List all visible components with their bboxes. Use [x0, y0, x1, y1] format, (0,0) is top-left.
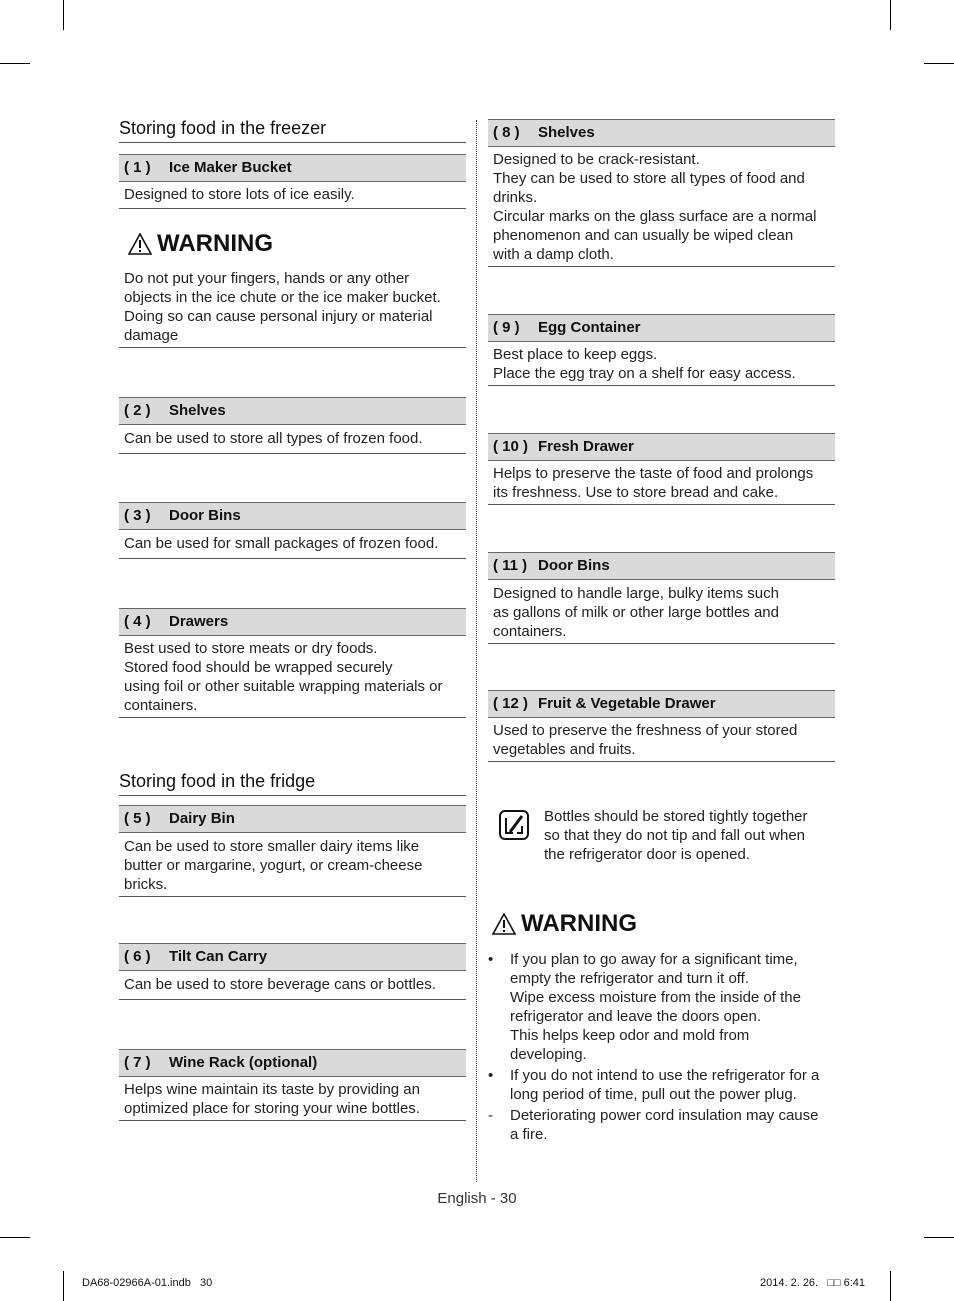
warning-title	[128, 230, 273, 258]
item-wine-rack	[119, 1049, 466, 1121]
item-text: containers.	[124, 697, 198, 714]
note-line: the refrigerator door is opened.	[544, 846, 750, 863]
warning-title-text: WARNING	[157, 230, 273, 257]
item-text: Designed to store lots of ice easily.	[124, 186, 355, 203]
item-label: Door Bins	[169, 507, 241, 524]
item-fruit-vegetable-drawer	[488, 690, 835, 762]
item-label: Wine Rack (optional)	[169, 1054, 318, 1071]
file-info: DA68-02966A-01.indb 30	[82, 1277, 213, 1289]
bullet-line: empty the refrigerator and turn it off.	[510, 970, 750, 987]
bullet-mark: -	[488, 1107, 493, 1124]
item-number: ( 3 )	[124, 507, 151, 524]
item-label: Egg Container	[538, 319, 641, 336]
item-text: Helps to preserve the taste of food and prolongs	[493, 465, 814, 482]
bullet-line: If you plan to go away for a significant time,	[510, 951, 798, 968]
item-label: Fresh Drawer	[538, 438, 634, 455]
item-freezer-door-bins	[119, 502, 466, 559]
crop-mark	[0, 1237, 30, 1238]
warning-triangle-icon	[492, 913, 516, 935]
item-label: Shelves	[169, 402, 226, 419]
page-number: English - 30	[437, 1190, 517, 1207]
bullet-line: Deteriorating power cord insulation may cause	[510, 1107, 819, 1124]
item-fridge-door-bins	[488, 552, 835, 644]
item-text: butter or margarine, yogurt, or cream-cheese	[124, 857, 423, 874]
item-label: Ice Maker Bucket	[169, 159, 292, 176]
item-number: ( 11 )	[493, 557, 528, 574]
bullet-mark: •	[488, 1067, 494, 1084]
item-text: Can be used to store smaller dairy items like	[124, 838, 420, 855]
item-number: ( 9 )	[493, 319, 520, 336]
item-dairy-bin	[119, 805, 466, 897]
item-text: They can be used to store all types of food and	[493, 170, 805, 187]
item-text: drinks.	[493, 189, 538, 206]
warning-line: objects in the ice chute or the ice maker bucket.	[124, 289, 441, 306]
item-number: ( 2 )	[124, 402, 151, 419]
item-tilt-can-carry	[119, 943, 466, 1000]
bullet-line: Wipe excess moisture from the inside of the	[510, 989, 801, 1006]
item-text: bricks.	[124, 876, 168, 893]
item-text: Designed to handle large, bulky items such	[493, 585, 779, 602]
item-text: its freshness. Use to store bread and cake.	[493, 484, 779, 501]
item-label: Shelves	[538, 124, 595, 141]
warning-bullet-list	[488, 950, 834, 1144]
crop-mark	[890, 1271, 891, 1301]
item-text: Circular marks on the glass surface are a normal	[493, 208, 817, 225]
item-number: ( 7 )	[124, 1054, 151, 1071]
item-egg-container	[488, 314, 835, 386]
item-text: Helps wine maintain its taste by providing an	[124, 1081, 420, 1098]
item-text: Used to preserve the freshness of your stored	[493, 722, 798, 739]
item-text: Best place to keep eggs.	[493, 346, 658, 363]
crop-mark	[890, 0, 891, 30]
warning-line: Doing so can cause personal injury or material	[124, 308, 433, 325]
crop-mark	[0, 63, 30, 64]
item-text: phenomenon and can usually be wiped clean	[493, 227, 794, 244]
item-label: Tilt Can Carry	[169, 948, 268, 965]
bullet-line: refrigerator and leave the doors open.	[510, 1008, 761, 1025]
item-text: Best used to store meats or dry foods.	[124, 640, 378, 657]
item-label: Door Bins	[538, 557, 610, 574]
item-text: Can be used to store all types of frozen food.	[124, 430, 423, 447]
bullet-line: This helps keep odor and mold from	[510, 1027, 750, 1044]
freezer-warning-text	[124, 269, 466, 345]
item-text: containers.	[493, 623, 567, 640]
item-label: Dairy Bin	[169, 810, 235, 827]
item-text: Can be used for small packages of frozen food.	[124, 535, 439, 552]
list-item	[488, 950, 834, 1064]
warning-line: damage	[124, 327, 179, 344]
item-number: ( 12 )	[493, 695, 529, 712]
bullet-line: long period of time, pull out the power plug.	[510, 1086, 797, 1103]
item-label: Fruit & Vegetable Drawer	[538, 695, 716, 712]
crop-mark	[63, 0, 64, 30]
divider-line	[119, 347, 466, 348]
item-text: using foil or other suitable wrapping materials or	[124, 678, 443, 695]
list-item	[488, 1106, 834, 1144]
item-number: ( 5 )	[124, 810, 151, 827]
bullet-line: developing.	[510, 1046, 587, 1063]
note-pencil-icon	[499, 810, 529, 845]
warning-line: Do not put your fingers, hands or any other	[124, 270, 410, 287]
item-number: ( 6 )	[124, 948, 151, 965]
item-text: Place the egg tray on a shelf for easy access.	[493, 365, 796, 382]
item-text: Can be used to store beverage cans or bottles.	[124, 976, 436, 993]
note-text	[544, 807, 834, 864]
warning-title-text: WARNING	[521, 910, 637, 937]
column-divider	[476, 120, 477, 1182]
item-text: Stored food should be wrapped securely	[124, 659, 393, 676]
crop-mark	[924, 1237, 954, 1238]
fridge-section-title: Storing food in the fridge	[119, 771, 466, 796]
item-number: ( 10 )	[493, 438, 529, 455]
item-text: vegetables and fruits.	[493, 741, 636, 758]
item-number: ( 8 )	[493, 124, 520, 141]
bullet-line: If you do not intend to use the refrigerator for a	[510, 1067, 820, 1084]
freezer-section-title: Storing food in the freezer	[119, 118, 466, 143]
list-item	[488, 1066, 834, 1104]
crop-mark	[924, 63, 954, 64]
item-drawers	[119, 608, 466, 718]
item-text: with a damp cloth.	[493, 246, 614, 263]
item-text: as gallons of milk or other large bottles and	[493, 604, 779, 621]
item-text: Designed to be crack-resistant.	[493, 151, 700, 168]
bullet-line: a fire.	[510, 1126, 548, 1143]
item-number: ( 1 )	[124, 159, 151, 176]
item-fresh-drawer	[488, 433, 835, 505]
warning-triangle-icon	[128, 233, 152, 255]
item-number: ( 4 )	[124, 613, 151, 630]
warning-title	[492, 910, 637, 938]
date-info: 2014. 2. 26. □□ 6:41	[760, 1277, 866, 1289]
item-label: Drawers	[169, 613, 229, 630]
item-ice-maker-bucket	[119, 154, 466, 209]
item-freezer-shelves	[119, 397, 466, 454]
bullet-mark: •	[488, 951, 494, 968]
item-text: optimized place for storing your wine bottles.	[124, 1100, 420, 1117]
item-fridge-shelves	[488, 119, 835, 267]
note-line: Bottles should be stored tightly together	[544, 808, 808, 825]
crop-mark	[63, 1271, 64, 1301]
note-line: so that they do not tip and fall out when	[544, 827, 806, 844]
